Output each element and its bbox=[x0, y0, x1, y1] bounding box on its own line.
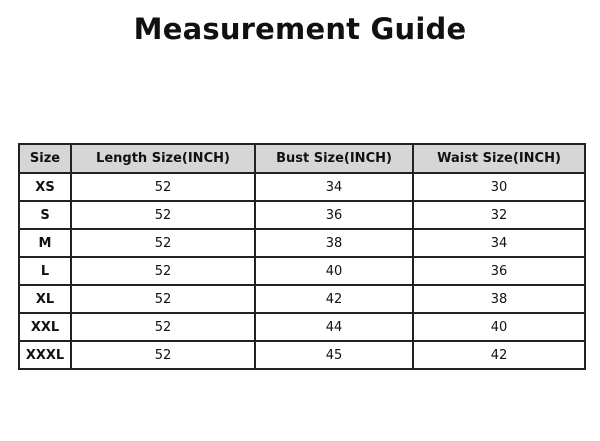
table-body bbox=[19, 173, 585, 369]
table-header bbox=[19, 144, 585, 173]
bust-cell: 45 bbox=[255, 341, 413, 369]
header-bust: Bust Size(INCH) bbox=[255, 144, 413, 173]
header-row bbox=[19, 144, 585, 173]
size-cell: L bbox=[19, 257, 71, 285]
size-cell: XS bbox=[19, 173, 71, 201]
table-row bbox=[19, 229, 585, 257]
table-row bbox=[19, 257, 585, 285]
length-cell: 52 bbox=[71, 257, 255, 285]
bust-cell: 40 bbox=[255, 257, 413, 285]
waist-cell: 42 bbox=[413, 341, 585, 369]
bust-cell: 34 bbox=[255, 173, 413, 201]
size-cell: S bbox=[19, 201, 71, 229]
table-row bbox=[19, 341, 585, 369]
length-cell: 52 bbox=[71, 313, 255, 341]
table-row bbox=[19, 201, 585, 229]
page-title: Measurement Guide bbox=[133, 12, 467, 46]
length-cell: 52 bbox=[71, 341, 255, 369]
table-row bbox=[19, 173, 585, 201]
bust-cell: 44 bbox=[255, 313, 413, 341]
bust-cell: 36 bbox=[255, 201, 413, 229]
table-row bbox=[19, 285, 585, 313]
size-cell: M bbox=[19, 229, 71, 257]
waist-cell: 34 bbox=[413, 229, 585, 257]
bust-cell: 38 bbox=[255, 229, 413, 257]
waist-cell: 32 bbox=[413, 201, 585, 229]
measurement-table bbox=[18, 143, 586, 370]
length-cell: 52 bbox=[71, 285, 255, 313]
waist-cell: 38 bbox=[413, 285, 585, 313]
table-row bbox=[19, 313, 585, 341]
bust-cell: 42 bbox=[255, 285, 413, 313]
header-size: Size bbox=[19, 144, 71, 173]
length-cell: 52 bbox=[71, 229, 255, 257]
size-cell: XL bbox=[19, 285, 71, 313]
waist-cell: 40 bbox=[413, 313, 585, 341]
size-cell: XXL bbox=[19, 313, 71, 341]
waist-cell: 30 bbox=[413, 173, 585, 201]
waist-cell: 36 bbox=[413, 257, 585, 285]
header-length: Length Size(INCH) bbox=[71, 144, 255, 173]
size-cell: XXXL bbox=[19, 341, 71, 369]
length-cell: 52 bbox=[71, 173, 255, 201]
header-waist: Waist Size(INCH) bbox=[413, 144, 585, 173]
length-cell: 52 bbox=[71, 201, 255, 229]
